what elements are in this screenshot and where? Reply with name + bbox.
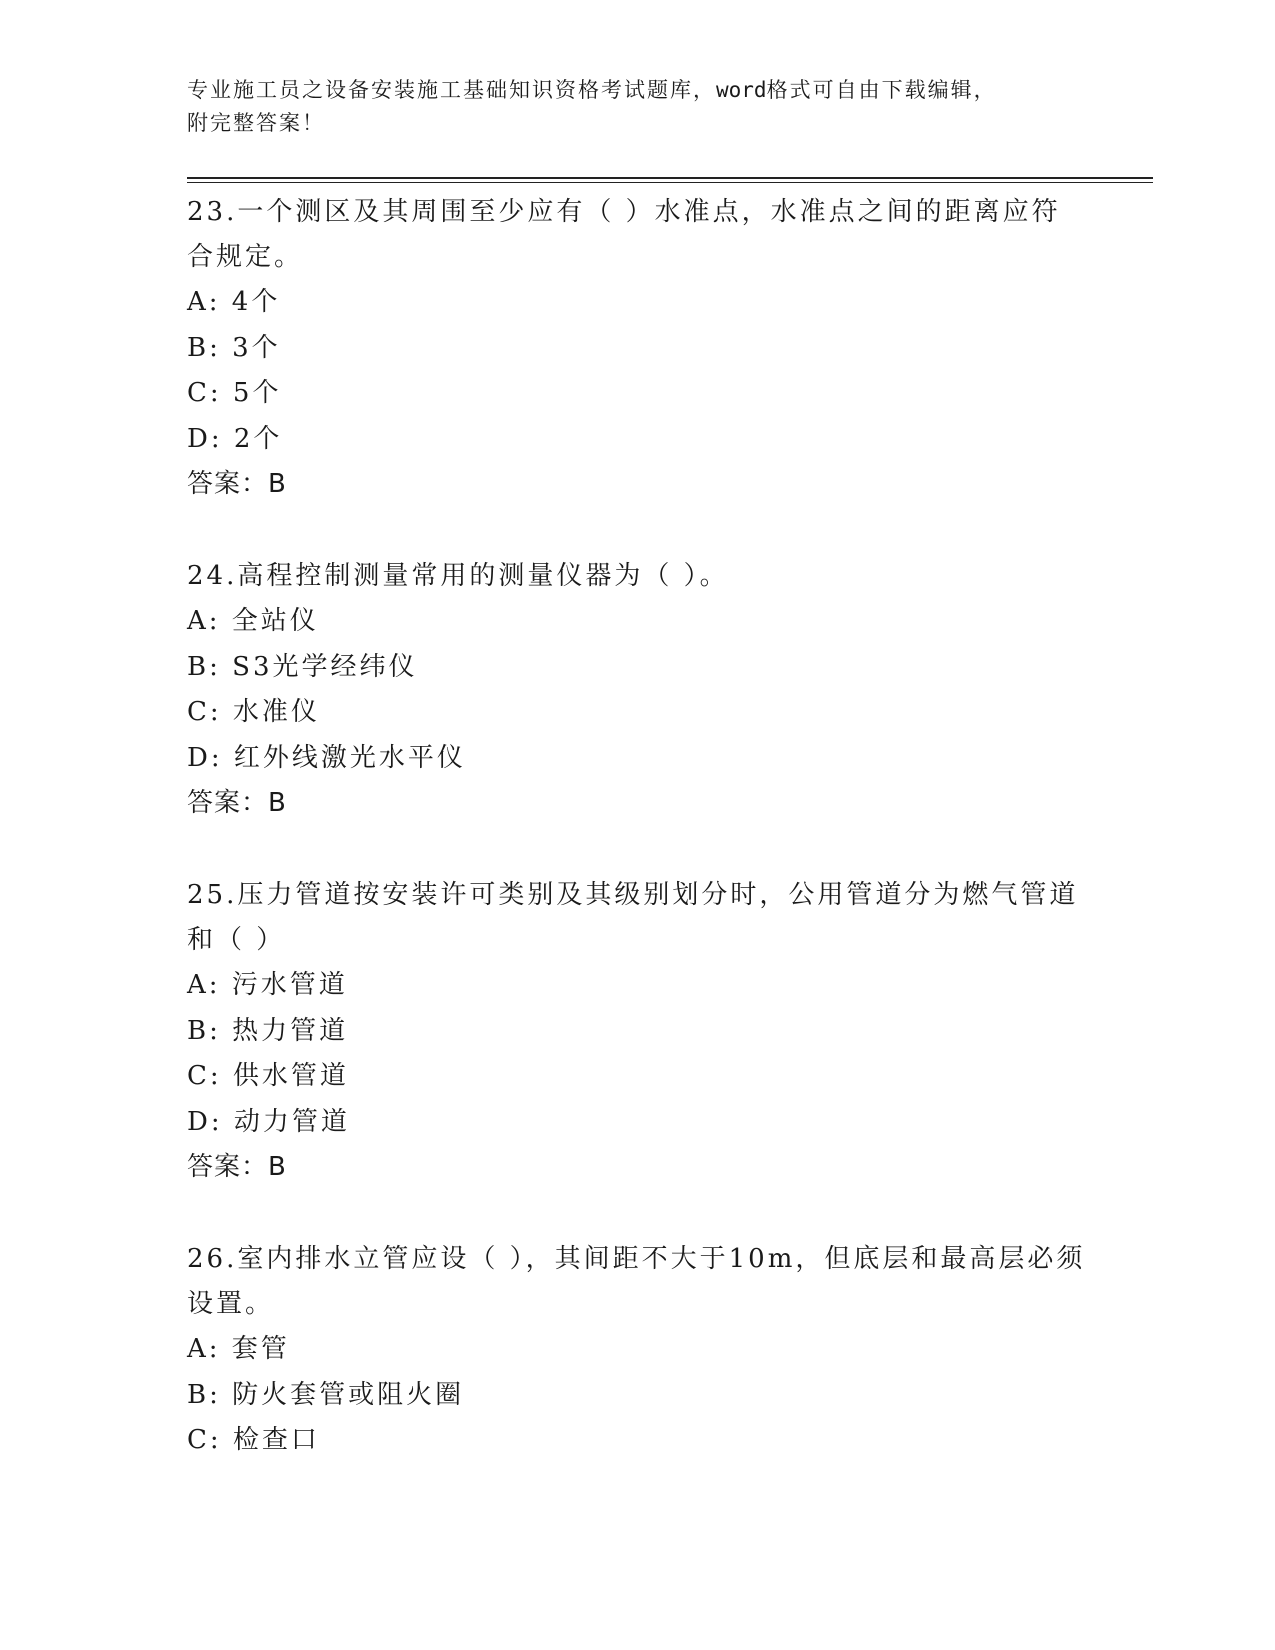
option-b: B: 3个 [187,332,281,363]
option-c: C: 5个 [187,378,282,408]
header-divider-thin [187,182,1153,183]
option-d: D: 2个 [187,423,283,454]
answer-line: 答案：B [187,469,287,499]
header-word-text: word [716,78,767,102]
option-a: A: 污水管道 [187,970,348,1000]
question-23 [187,190,1087,507]
option-b: B: 防火套管或阻火圈 [187,1379,465,1410]
header-line-2: 附完整答案！ [187,111,325,135]
option-c: C: 水准仪 [187,697,320,727]
question-26 [187,1237,1087,1464]
question-text: 25.压力管道按安装许可类别及其级别划分时，公用管道分为燃气管道和（ ） [187,880,1079,955]
question-25 [187,873,1087,1190]
option-a: A: 全站仪 [187,606,319,636]
option-d: D: 动力管道 [187,1106,350,1137]
header-title-text: 专业施工员之设备安装施工基础知识资格考试题库， [187,78,716,102]
option-d: D: 红外线激光水平仪 [187,742,466,773]
question-list [187,190,1087,1511]
option-c: C: 供水管道 [187,1061,349,1091]
answer-line: 答案：B [187,1152,287,1182]
option-b: B: S3光学经纬仪 [187,651,418,682]
header-title-text-end: 格式可自由下载编辑， [766,78,997,102]
option-a: A: 4个 [187,287,281,317]
question-text: 24.高程控制测量常用的测量仪器为（ ）。 [187,561,729,591]
header-divider [187,177,1153,179]
document-header [187,74,1067,140]
option-a: A: 套管 [187,1334,290,1364]
header-line-1 [187,74,1067,107]
answer-line: 答案：B [187,788,287,818]
question-text: 26.室内排水立管应设（ ），其间距不大于10m，但底层和最高层必须设置。 [187,1244,1086,1319]
question-24 [187,554,1087,826]
option-c: C: 检查口 [187,1425,320,1455]
question-text: 23.一个测区及其周围至少应有（ ）水准点，水准点之间的距离应符合规定。 [187,197,1061,272]
option-b: B: 热力管道 [187,1015,349,1046]
